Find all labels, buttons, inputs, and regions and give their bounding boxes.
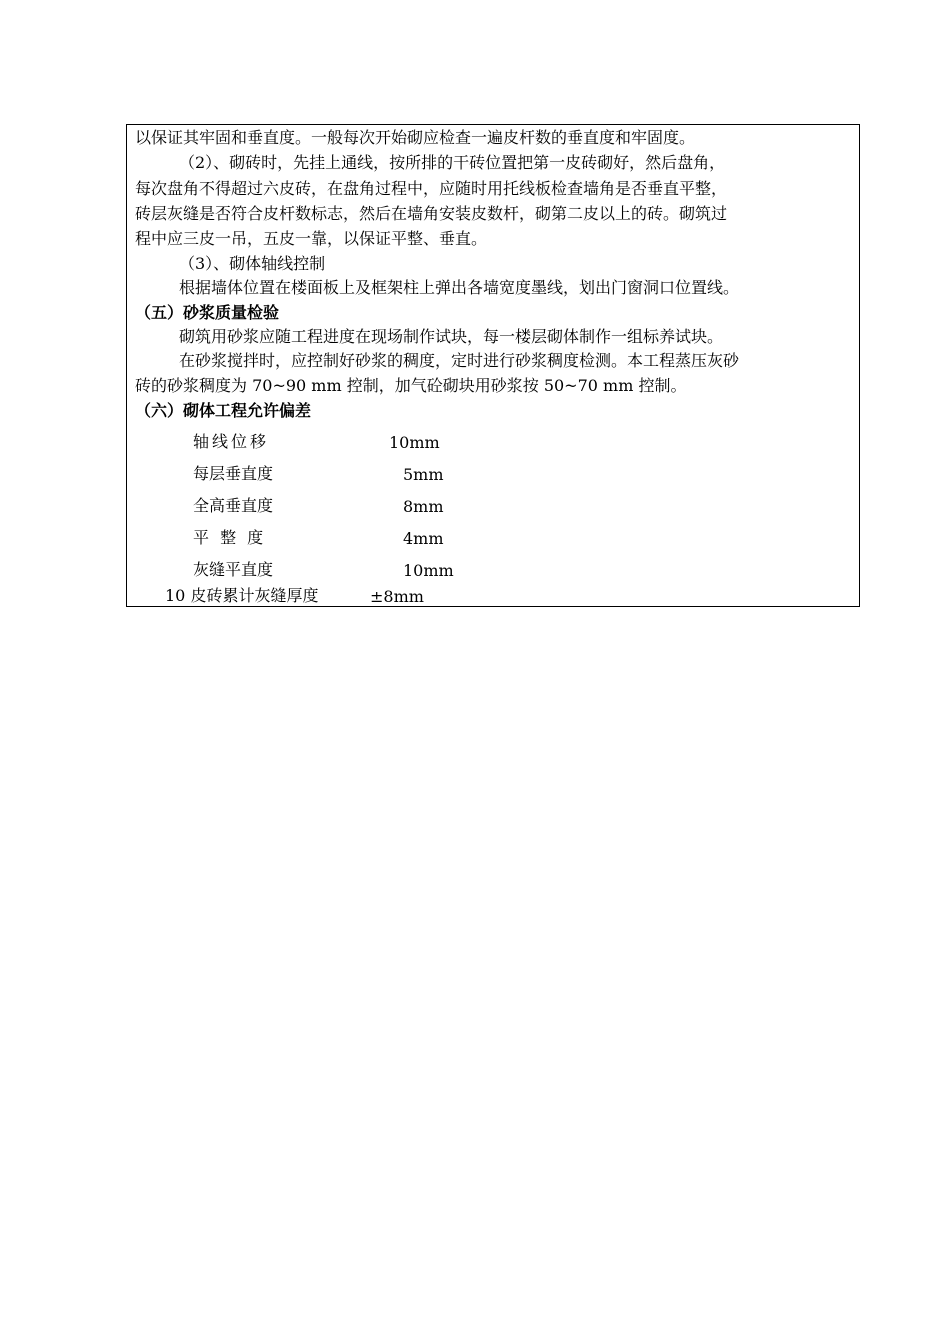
paragraph-line-3: 每次盘角不得超过六皮砖，在盘角过程中，应随时用托线板检查墙角是否垂直平整， — [135, 179, 728, 198]
tolerance-label-floor-verticality: 每层垂直度 — [193, 464, 274, 483]
paragraph-line-2: （2）、砌砖时，先挂上通线，按所排的干砖位置把第一皮砖砌好，然后盘角， — [179, 153, 726, 172]
tolerance-label-joint-straightness: 灰缝平直度 — [193, 560, 274, 579]
tolerance-label-cumulative-joint-thickness: 10 皮砖累计灰缝厚度 — [165, 586, 319, 605]
tolerance-label-total-verticality: 全高垂直度 — [193, 496, 274, 515]
subheading-axis-control: （3）、砌体轴线控制 — [179, 254, 326, 273]
section-6-heading: （六）砌体工程允许偏差 — [135, 401, 312, 420]
paragraph-line-1: 以保证其牢固和垂直度。一般每次开始砌应检查一遍皮杆数的垂直度和牢固度。 — [135, 128, 696, 147]
paragraph-line-7: 根据墙体位置在楼面板上及框架柱上弹出各墙宽度墨线，划出门窗洞口位置线。 — [179, 278, 740, 297]
tolerance-label-axis-offset: 轴线位移 — [193, 432, 270, 451]
tolerance-value-total-verticality: 8mm — [403, 497, 444, 516]
section-5-line-2: 在砂浆搅拌时，应控制好砂浆的稠度，定时进行砂浆稠度检测。本工程蒸压灰砂 — [179, 351, 740, 370]
paragraph-line-5: 程中应三皮一吊，五皮一靠，以保证平整、垂直。 — [135, 229, 488, 248]
tolerance-value-cumulative-joint-thickness: ±8mm — [370, 587, 424, 606]
section-5-heading: （五）砂浆质量检验 — [135, 303, 280, 322]
section-5-line-3: 砖的砂浆稠度为 70~90 mm 控制，加气砼砌块用砂浆按 50~70 mm 控制。 — [135, 376, 687, 395]
tolerance-label-flatness: 平 整 度 — [193, 528, 267, 547]
tolerance-value-joint-straightness: 10mm — [403, 561, 454, 580]
content-frame — [126, 124, 860, 607]
section-5-line-1: 砌筑用砂浆应随工程进度在现场制作试块，每一楼层砌体制作一组标养试块。 — [179, 327, 724, 346]
tolerance-value-floor-verticality: 5mm — [403, 465, 444, 484]
tolerance-value-axis-offset: 10mm — [389, 433, 440, 452]
paragraph-line-4: 砖层灰缝是否符合皮杆数标志，然后在墙角安装皮数杆，砌第二皮以上的砖。砌筑过 — [135, 204, 728, 223]
tolerance-value-flatness: 4mm — [403, 529, 444, 548]
